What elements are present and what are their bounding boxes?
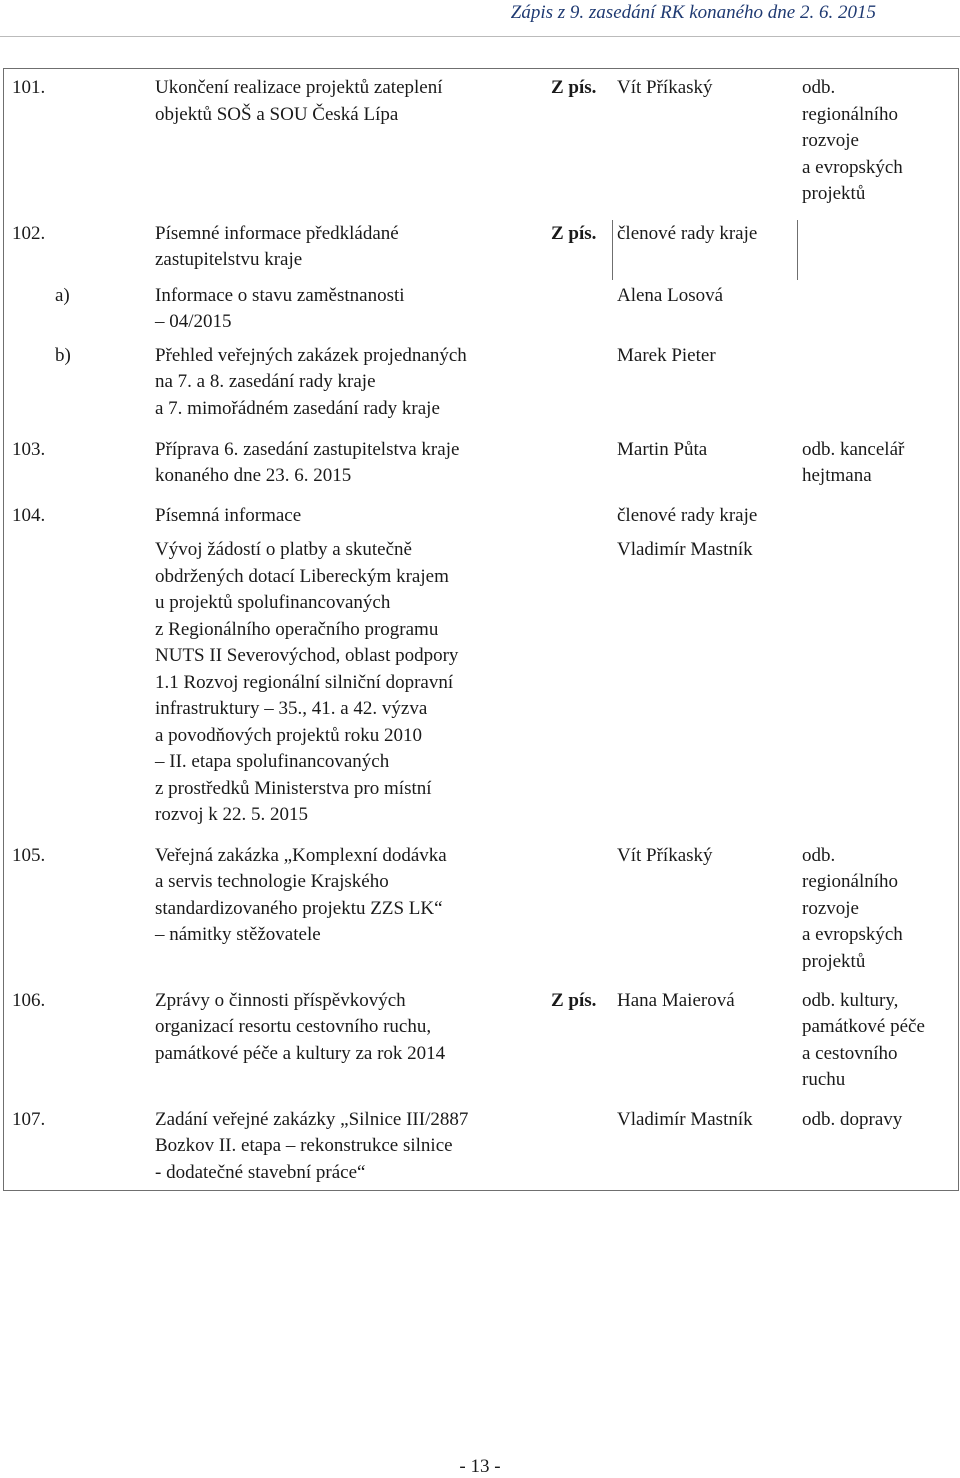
row-105-presenter: Vít Příkaský: [617, 845, 713, 866]
row-103-dept-line: odb. kancelář: [802, 439, 905, 460]
row-101-title-line: Ukončení realizace projektů zateplení: [155, 77, 443, 98]
row-102a-presenter: Alena Losová: [617, 285, 724, 306]
row-104-desc-line: 1.1 Rozvoj regionální silniční dopravní: [155, 672, 454, 693]
row-107-title-line: Bozkov II. etapa – rekonstrukce silnice: [155, 1135, 453, 1156]
row-104-presenter-group: členové rady kraje: [617, 505, 758, 526]
row-104-desc-line: infrastruktury – 35., 41. a 42. výzva: [155, 698, 428, 719]
row-106-dept-line: ruchu: [802, 1069, 846, 1090]
column-divider: [612, 220, 613, 280]
row-101-dept-line: regionálního: [802, 104, 899, 125]
row-104-desc-line: z prostředků Ministerstva pro místní: [155, 778, 432, 799]
row-101-mark: Z pís.: [551, 77, 597, 98]
row-103-number: 103.: [12, 439, 46, 460]
row-102-number: 102.: [12, 223, 46, 244]
row-103-title-line: konaného dne 23. 6. 2015: [155, 465, 352, 486]
row-105-dept-line: regionálního: [802, 871, 899, 892]
column-divider: [797, 220, 798, 280]
row-104-desc-line: z Regionálního operačního programu: [155, 619, 439, 640]
row-102a-text-line: Informace o stavu zaměstnanosti: [155, 285, 405, 306]
document-header: Zápis z 9. zasedání RK konaného dne 2. 6. 2015: [510, 2, 876, 23]
row-105-dept-line: projektů: [802, 951, 866, 972]
row-102a-text-line: – 04/2015: [155, 311, 232, 332]
row-106-mark: Z pís.: [551, 990, 597, 1011]
row-102-presenter: členové rady kraje: [617, 223, 758, 244]
row-105-title-line: a servis technologie Krajského: [155, 871, 389, 892]
row-106-title-line: památkové péče a kultury za rok 2014: [155, 1043, 446, 1064]
row-106-number: 106.: [12, 990, 46, 1011]
row-102b-text-line: na 7. a 8. zasedání rady kraje: [155, 371, 376, 392]
row-107-presenter: Vladimír Mastník: [617, 1109, 753, 1130]
row-104-desc-line: Vývoj žádostí o platby a skutečně: [155, 539, 412, 560]
row-106-dept-line: památkové péče: [802, 1016, 925, 1037]
row-104-desc-line: rozvoj k 22. 5. 2015: [155, 804, 309, 825]
row-106-title-line: organizací resortu cestovního ruchu,: [155, 1016, 432, 1037]
row-107-number: 107.: [12, 1109, 46, 1130]
row-105-number: 105.: [12, 845, 46, 866]
row-105-dept-line: odb.: [802, 845, 836, 866]
row-104-number: 104.: [12, 505, 46, 526]
row-102b-text-line: a 7. mimořádném zasedání rady kraje: [155, 398, 440, 419]
row-102a-letter: a): [55, 285, 70, 306]
row-105-title-line: Veřejná zakázka „Komplexní dodávka: [155, 845, 447, 866]
row-101-dept-line: rozvoje: [802, 130, 859, 151]
row-106-dept-line: a cestovního: [802, 1043, 898, 1064]
row-103-presenter: Martin Půta: [617, 439, 708, 460]
row-102-mark: Z pís.: [551, 223, 597, 244]
row-101-title-line: objektů SOŠ a SOU Česká Lípa: [155, 104, 399, 125]
row-106-title-line: Zprávy o činnosti příspěvkových: [155, 990, 406, 1011]
row-104-presenter: Vladimír Mastník: [617, 539, 753, 560]
row-105-dept-line: a evropských: [802, 924, 903, 945]
row-106-dept-line: odb. kultury,: [802, 990, 899, 1011]
page-number: - 13 -: [459, 1456, 501, 1477]
row-102b-text-line: Přehled veřejných zakázek projednaných: [155, 345, 467, 366]
row-104-desc-line: NUTS II Severovýchod, oblast podpory: [155, 645, 459, 666]
row-101-presenter: Vít Příkaský: [617, 77, 713, 98]
row-105-dept-line: rozvoje: [802, 898, 859, 919]
row-105-title-line: – námitky stěžovatele: [155, 924, 321, 945]
header-divider: [0, 36, 960, 37]
row-103-dept-line: hejtmana: [802, 465, 872, 486]
row-102-title-line: zastupitelstvu kraje: [155, 249, 303, 270]
row-102b-presenter: Marek Pieter: [617, 345, 716, 366]
row-101-dept-line: odb.: [802, 77, 836, 98]
row-103-title-line: Příprava 6. zasedání zastupitelstva kraje: [155, 439, 460, 460]
row-102b-letter: b): [55, 345, 71, 366]
row-107-title-line: Zadání veřejné zakázky „Silnice III/2887: [155, 1109, 469, 1130]
row-101-dept-line: projektů: [802, 183, 866, 204]
row-104-desc-line: u projektů spolufinancovaných: [155, 592, 391, 613]
row-105-title-line: standardizovaného projektu ZZS LK“: [155, 898, 443, 919]
row-104-desc-line: a povodňových projektů roku 2010: [155, 725, 423, 746]
row-104-desc-line: – II. etapa spolufinancovaných: [155, 751, 390, 772]
row-104-title: Písemná informace: [155, 505, 302, 526]
row-107-dept-line: odb. dopravy: [802, 1109, 903, 1130]
row-102-title-line: Písemné informace předkládané: [155, 223, 399, 244]
row-104-desc-line: obdržených dotací Libereckým krajem: [155, 566, 449, 587]
row-101-number: 101.: [12, 77, 46, 98]
row-107-title-line: - dodatečné stavební práce“: [155, 1162, 366, 1183]
row-106-presenter: Hana Maierová: [617, 990, 735, 1011]
row-101-dept-line: a evropských: [802, 157, 903, 178]
